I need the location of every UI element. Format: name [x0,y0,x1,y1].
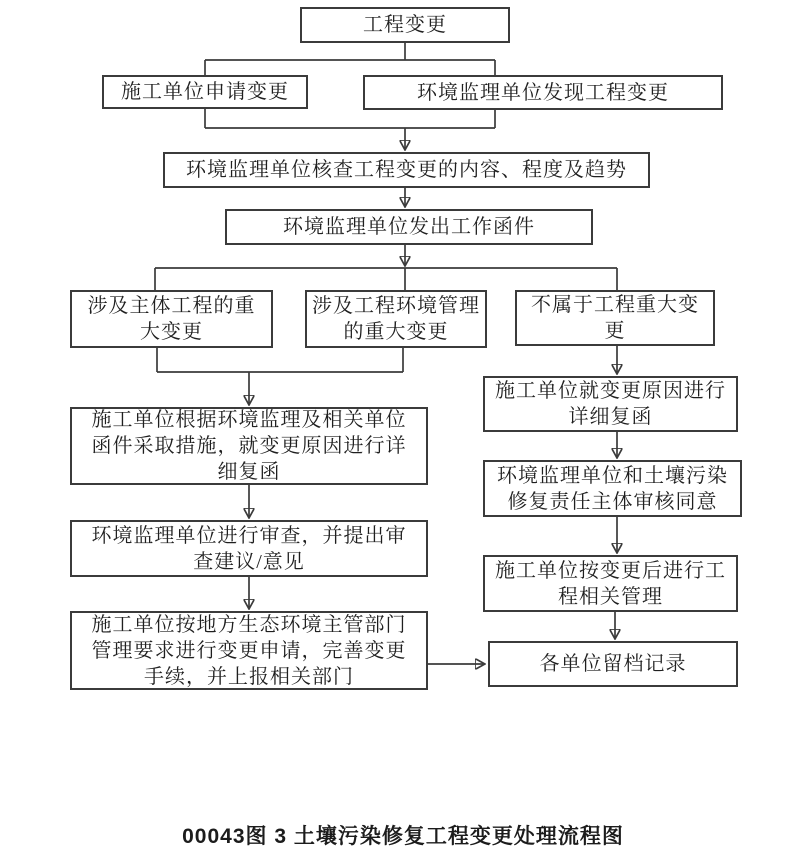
node-left-apply: 施工单位按地方生态环境主管部门管理要求进行变更申请，完善变更手续，并上报相关部门 [70,611,428,690]
node-start: 工程变更 [300,7,510,43]
edge-row2-merge [205,109,495,128]
node-archive: 各单位留档记录 [488,641,738,687]
node-supervisor-discover: 环境监理单位发现工程变更 [363,75,723,110]
node-major-main: 涉及主体工程的重大变更 [70,290,273,348]
node-not-major: 不属于工程重大变更 [515,290,715,346]
node-apply-change: 施工单位申请变更 [102,75,308,109]
edge-start-split [205,43,495,75]
node-issue-letter: 环境监理单位发出工作函件 [225,209,593,245]
edge-threeway-split [155,268,617,290]
node-verify: 环境监理单位核查工程变更的内容、程度及趋势 [163,152,650,188]
edge-left-merge [157,348,403,372]
node-left-review: 环境监理单位进行审查，并提出审查建议/意见 [70,520,428,577]
node-major-env: 涉及工程环境管理的重大变更 [305,290,487,348]
node-right-manage: 施工单位按变更后进行工程相关管理 [483,555,738,612]
node-right-approve: 环境监理单位和土壤污染修复责任主体审核同意 [483,460,742,517]
node-right-reply: 施工单位就变更原因进行详细复函 [483,376,738,432]
node-left-reply: 施工单位根据环境监理及相关单位函件采取措施，就变更原因进行详细复函 [70,407,428,485]
figure-caption: 00043图 3 土壤污染修复工程变更处理流程图 [182,825,624,848]
